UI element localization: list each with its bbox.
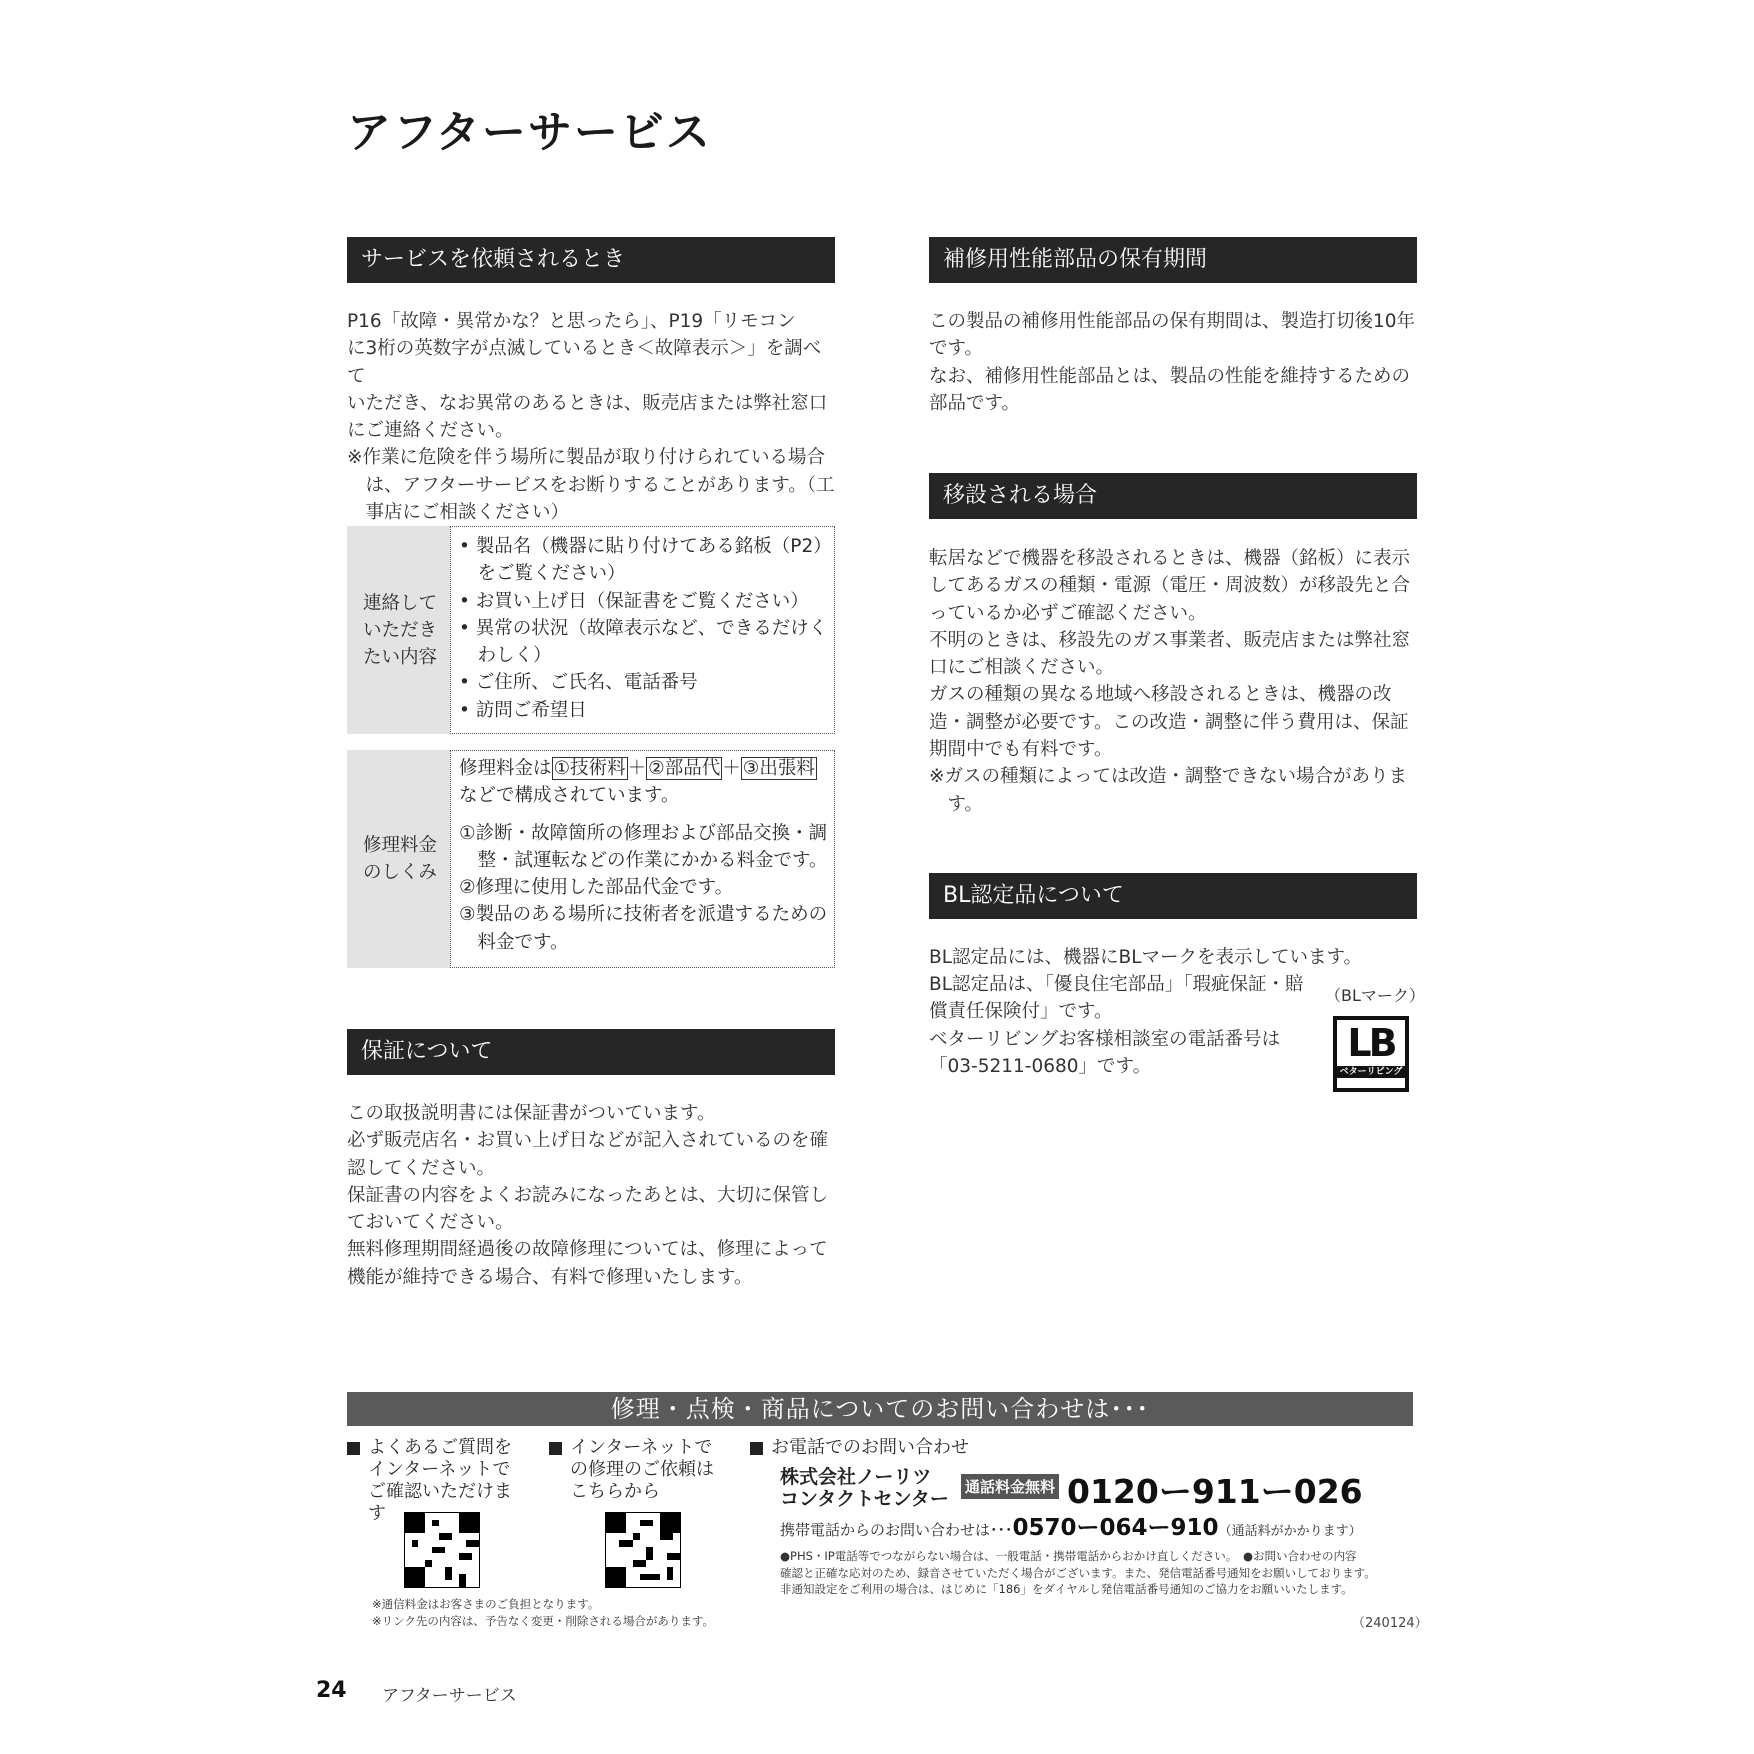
- square-bullet-icon: [347, 1442, 360, 1455]
- bl-line: ベターリビングお客様相談室の電話番号は「03-5211-0680」です。: [929, 1028, 1281, 1077]
- phone-notes: ●PHS・IP電話等でつながらない場合は、一般電話・携帯電話からおかけ直しください。 ●お問い合わせの内容 確認と正確な応対のため、録音させていただく場合がございます。また、発信電話番号通知をお願いしております。 非通知設定をご利用の場合は、はじめに「186」をダイヤルし発信電話番号通知のご協力をお願いいたします。: [780, 1549, 1376, 1596]
- fee-item: ①診断・故障箇所の修理および部品交換・調整・試運転などの作業にかかる料金です。: [459, 822, 828, 871]
- service-request-text: [347, 308, 839, 526]
- fee-notes: ※通信料金はお客さまのご負担となります。 ※リンク先の内容は、予告なく変更・削除される場合があります。: [372, 1597, 714, 1628]
- parts-period-text: [929, 308, 1421, 417]
- fee-term-parts: ②部品代: [648, 758, 721, 779]
- bl-mark-caption: （BLマーク）: [1325, 986, 1425, 1005]
- internet-block: [549, 1437, 729, 1503]
- fee-item: ③製品のある場所に技術者を派遣するための料金です。: [459, 904, 828, 953]
- page-title: アフターサービス: [347, 107, 712, 158]
- mobile-phone-number[interactable]: 0570ー064ー910: [1012, 1515, 1219, 1541]
- footer-section-title: アフターサービス: [382, 1686, 517, 1706]
- parts-line: なお、補修用性能部品とは、製品の性能を維持するための部品です。: [929, 365, 1411, 414]
- phone-heading: お電話でのお問い合わせ: [750, 1437, 969, 1459]
- page-number: 24: [316, 1678, 347, 1703]
- relocation-text: [929, 545, 1421, 818]
- repair-fee-box: [347, 750, 835, 968]
- warranty-heading: 保証について: [347, 1029, 835, 1075]
- warranty-text: [347, 1100, 839, 1291]
- warranty-line: 保証書の内容をよくお読みになったあとは、大切に保管しておいてください。: [347, 1184, 829, 1234]
- repair-request-qr-code[interactable]: [605, 1512, 681, 1588]
- inquiry-banner: 修理・点検・商品についてのお問い合わせは･･･: [347, 1392, 1413, 1426]
- contact-center: [780, 1466, 949, 1510]
- warranty-line: 必ず販売店名・お買い上げ日などが記入されているのを確認してください。: [347, 1130, 829, 1179]
- company-name: 株式会社ノーリツ: [780, 1466, 932, 1488]
- contact-info-box: [347, 526, 835, 734]
- internet-text: インターネットでの修理のご依頼はこちらから: [570, 1437, 714, 1502]
- contact-item: • 訪問ご希望日: [459, 699, 587, 721]
- contact-item: • 異常の状況（故障表示など、できるだけくわしく）: [459, 617, 828, 667]
- square-bullet-icon: [750, 1442, 763, 1455]
- parts-line: この製品の補修用性能部品の保有期間は、製造打切後10年です。: [929, 311, 1416, 360]
- contact-item: • お買い上げ日（保証書をご覧ください）: [459, 590, 809, 612]
- contact-item: • 製品名（機器に貼り付けてある銘板（P2）をご覧ください）: [459, 536, 823, 585]
- mobile-line: 携帯電話からのお問い合わせは･･･0570ー064ー910（通話料がかかります）: [780, 1515, 1362, 1541]
- relocation-line: ガスの種類の異なる地域へ移設されるときは、機器の改造・調整が必要です。この改造・調整に伴う費用は、保証期間中でも有料です。: [929, 684, 1409, 761]
- contact-info-list: [450, 526, 835, 734]
- bl-line: BL認定品は、「優良住宅部品」「瑕疵保証・賠償責任保険付」です。: [929, 974, 1304, 1023]
- bl-logo: [1333, 1016, 1409, 1092]
- fee-term-visit: ③出張料: [742, 758, 815, 779]
- warranty-line: この取扱説明書には保証書がついています。: [347, 1103, 716, 1124]
- free-call-badge: 通話料金無料: [961, 1474, 1059, 1499]
- faq-text: よくあるご質問をインターネットでご確認いただけます: [368, 1437, 512, 1524]
- service-note: ※作業に危険を伴う場所に製品が取り付けられている場合は、アフターサービスをお断りすることがあります。（工事店にご相談ください）: [347, 447, 835, 524]
- warranty-line: 無料修理期間経過後の故障修理については、修理によって機能が維持できる場合、有料で修理いたします。: [347, 1239, 828, 1288]
- center-name: コンタクトセンター: [780, 1488, 949, 1510]
- repair-fee-label: 修理料金のしくみ: [347, 750, 450, 968]
- contact-item: • ご住所、ご氏名、電話番号: [459, 672, 698, 694]
- document-code: （240124）: [1352, 1616, 1428, 1631]
- bl-line-1: BL認定品には、機器にBLマークを表示しています。: [929, 947, 1363, 968]
- free-phone-number[interactable]: 0120ー911ー026: [1067, 1472, 1363, 1511]
- service-line: にご連絡ください。: [347, 420, 514, 442]
- contact-info-label: 連絡していただきたい内容: [347, 526, 450, 734]
- relocation-heading: 移設される場合: [929, 473, 1417, 519]
- faq-qr-code[interactable]: [404, 1512, 480, 1588]
- relocation-line: 不明のときは、移設先のガス事業者、販売店または弊社窓口にご相談ください。: [929, 629, 1411, 679]
- repair-fee-intro: 修理料金は ①技術料 ＋ ②部品代 ＋ ③出張料 などで構成されています。: [459, 758, 815, 807]
- fee-item: ②修理に使用した部品代金です。: [459, 877, 734, 899]
- square-bullet-icon: [549, 1442, 562, 1455]
- fee-term-technical: ①技術料: [553, 758, 626, 779]
- service-line: P16「故障・異常かな？と思ったら」、P19「リモコン: [347, 311, 796, 332]
- bl-text: [929, 971, 1309, 1080]
- bl-logo-sub: ベターリビング: [1337, 1066, 1405, 1078]
- relocation-note: ※ガスの種類によっては改造・調整できない場合があります。: [929, 766, 1408, 815]
- service-line: いただき、なお異常のあるときは、販売店または弊社窓口: [347, 392, 828, 414]
- repair-fee-content: [450, 750, 835, 968]
- parts-period-heading: 補修用性能部品の保有期間: [929, 237, 1417, 283]
- service-line: に3桁の英数字が点滅しているとき＜故障表示＞」を調べて: [347, 338, 822, 387]
- bl-logo-mark: LB: [1347, 1021, 1395, 1065]
- relocation-line: 転居などで機器を移設されるときは、機器（銘板）に表示してあるガスの種類・電源（電圧・周波数）が移設先と合っているか必ずご確認ください。: [929, 548, 1411, 624]
- service-request-heading: サービスを依頼されるとき: [347, 237, 835, 283]
- bl-heading: BL認定品について: [929, 873, 1417, 919]
